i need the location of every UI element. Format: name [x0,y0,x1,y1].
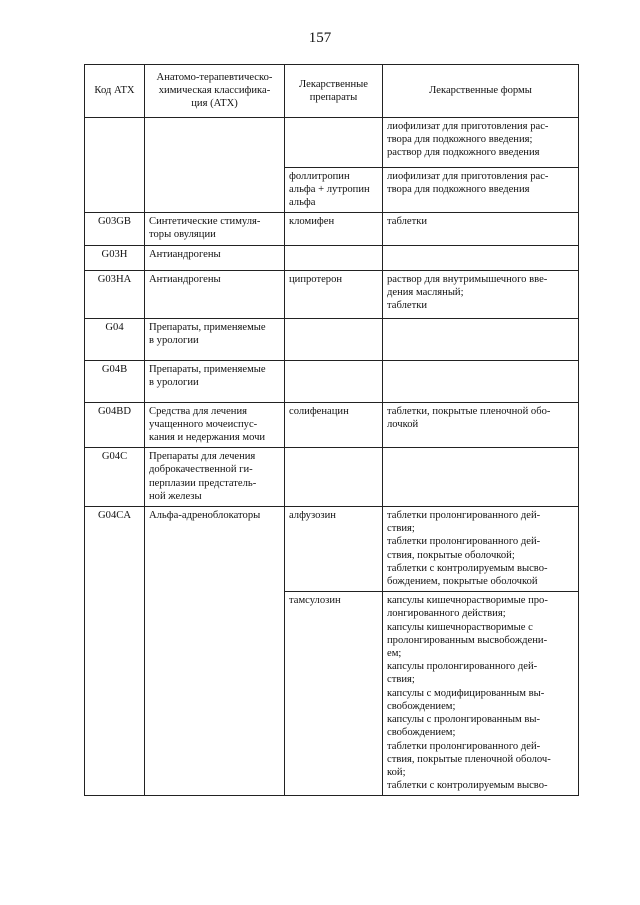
cell-forms [383,318,579,360]
cell-drug [285,318,383,360]
table-row [85,318,579,360]
page-number: 157 [308,30,332,46]
cell-forms: капсулы кишечнорастворимые про- лонгированного действия; капсулы кишечнорастворимые с пролонгированным высвобождени- ем; капсулы пролонгированного дей- ствия; капсулы с модифицированным вы- свобождением; капсулы с пролонгированным вы- свобождением; таблетки пролонгированного дей- ствия, покрытые пленочной оболоч- кой; таблетки с контролируемым высво- [383,592,579,796]
cell-drug: кломифен [285,213,383,245]
cell-drug [285,360,383,402]
cell-classification: Препараты, применяемые в урологии [145,318,285,360]
header-code: Код ATX [85,65,145,118]
atx-table [84,64,579,796]
cell-forms [383,448,579,507]
cell-code [85,117,145,213]
header-forms: Лекарственные формы [383,65,579,118]
table-row [85,117,579,167]
cell-forms: таблетки [383,213,579,245]
cell-classification: Антиандрогены [145,245,285,270]
cell-forms [383,245,579,270]
cell-forms: таблетки, покрытые пленочной обо- лочкой [383,402,579,448]
cell-classification: Альфа-адреноблокаторы [145,507,285,796]
cell-drug [285,117,383,167]
cell-forms: таблетки пролонгированного дей- ствия; таблетки пролонгированного дей- ствия, покрытые оболочкой; таблетки с контролируемым высво- бождением, покрытые оболочкой [383,507,579,592]
cell-classification: Препараты для лечения доброкачественной ги- перплазии предстатель- ной железы [145,448,285,507]
table-row [85,213,579,245]
table-row [85,507,579,592]
cell-code: G04 [85,318,145,360]
cell-drug: тамсулозин [285,592,383,796]
table-row [85,245,579,270]
cell-code: G03HA [85,270,145,318]
cell-drug: ципротерон [285,270,383,318]
table-row [85,360,579,402]
cell-drug: алфузозин [285,507,383,592]
header-classification: Анатомо-терапевтическо- химическая классифика- ция (ATX) [145,65,285,118]
cell-drug: солифенацин [285,402,383,448]
cell-forms [383,360,579,402]
cell-code: G04BD [85,402,145,448]
cell-classification: Антиандрогены [145,270,285,318]
cell-classification: Синтетические стимуля- торы овуляции [145,213,285,245]
cell-code: G03H [85,245,145,270]
table-header-row [85,65,579,118]
cell-forms: раствор для внутримышечного вве- дения масляный; таблетки [383,270,579,318]
table-row [85,402,579,448]
cell-code: G04CA [85,507,145,796]
cell-classification [145,117,285,213]
cell-forms: лиофилизат для приготовления рас- твора для подкожного введения; раствор для подкожного введения [383,117,579,167]
cell-classification: Средства для лечения учащенного мочеиспус- кания и недержания мочи [145,402,285,448]
table-row [85,270,579,318]
cell-code: G03GB [85,213,145,245]
header-drugs: Лекарственные препараты [285,65,383,118]
cell-drug: фоллитропин альфа + лутропин альфа [285,167,383,213]
cell-code: G04C [85,448,145,507]
cell-classification: Препараты, применяемые в урологии [145,360,285,402]
cell-forms: лиофилизат для приготовления рас- твора для подкожного введения [383,167,579,213]
cell-code: G04B [85,360,145,402]
table-row [85,448,579,507]
cell-drug [285,245,383,270]
cell-drug [285,448,383,507]
